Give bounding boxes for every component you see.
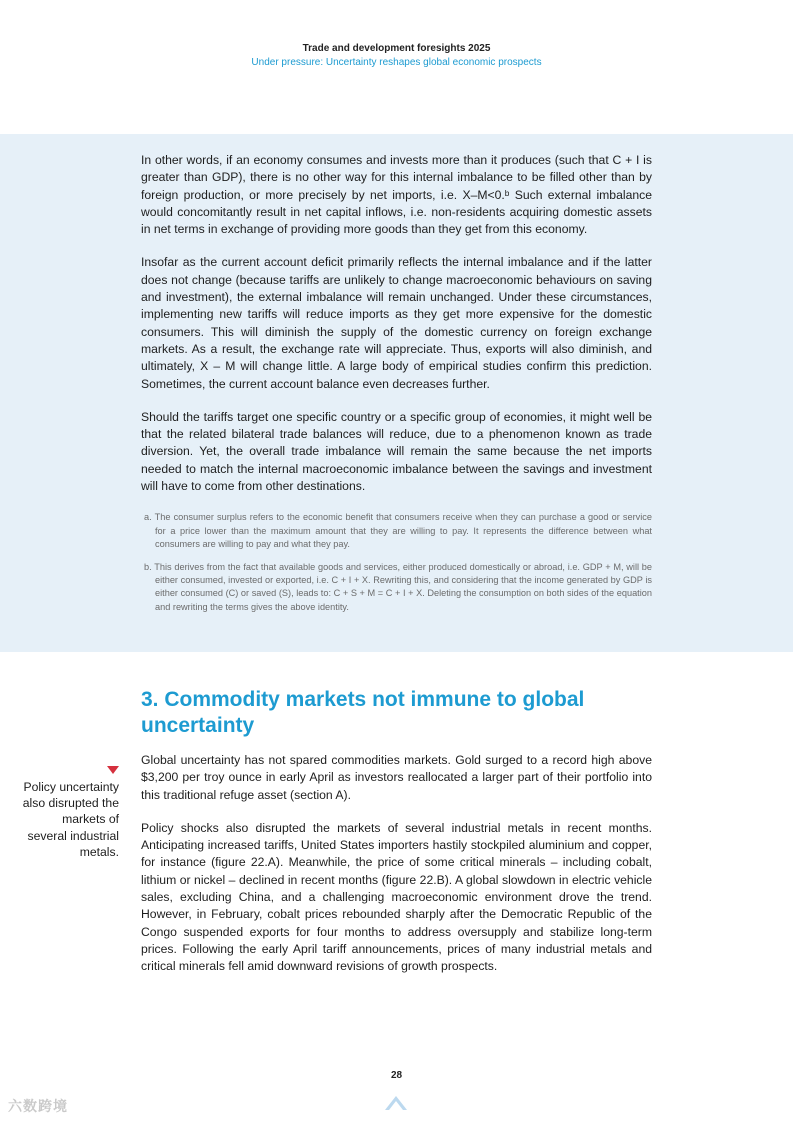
report-subtitle: Under pressure: Uncertainty reshapes global economic prospects: [251, 57, 542, 68]
report-title: Trade and development foresights 2025: [302, 43, 491, 54]
margin-note-text: Policy uncertainty also disrupted the markets of several industrial metals.: [22, 780, 119, 859]
section-heading: 3. Commodity markets not immune to global uncertainty: [141, 688, 585, 737]
footnote-b: b. This derives from the fact that available goods and services, either produced domestically or abroad, i.e. GDP + M, will be either consumed, invested or exported, i.e. C + I + X. Rewriting this, and considering that the income generated by GDP is either consumed (C) or saved (S), leads to: C + S + M = C + I + X. Deleting the consumption on both sides of the equation and rewriting the terms gives the above identity.: [144, 561, 652, 612]
explanatory-box: [0, 134, 793, 652]
section-paragraph: Global uncertainty has not spared commodities markets. Gold surged to a record high above $3,200 per troy ounce in early April as investors reallocated a larger part of their portfolio into this traditional refuge asset (section A).: [141, 753, 652, 802]
box-paragraph: In other words, if an economy consumes and invests more than it produces (such that C + I is greater than GDP), there is no other way for this internal imbalance to be filled other than by foreign production, or more precisely by net imports, i.e. X–M<0.ᵇ Such external imbalance would concomitantly result in net capital inflows, i.e. non-residents acquiring domestic assets in net terms in exchange of providing more goods than they get from this economy.: [141, 153, 652, 237]
box-footnotes: [141, 511, 652, 613]
margin-note: [20, 766, 119, 860]
footnote-a: a. The consumer surplus refers to the economic benefit that consumers receive when they can purchase a good or service for a price lower than the maximum amount that they are willing to pay. It represents the difference between what consumers are willing to pay and what they pay.: [144, 512, 652, 549]
box-content: [141, 152, 652, 624]
triangle-marker-icon: [107, 766, 119, 774]
watermark: 六数跨境: [8, 1098, 68, 1114]
box-paragraph: Should the tariffs target one specific country or a specific group of economies, it might well be that the related bilateral trade balances will reduce, due to a phenomenon known as trade diversion. Yet, the overall trade imbalance will remain the same because the net imports needed to match the internal macroeconomic imbalance between the savings and investment will have to come from other destinations.: [141, 409, 652, 494]
page-header: [0, 42, 793, 69]
page-number: 28: [390, 1070, 403, 1081]
box-paragraph: Insofar as the current account deficit primarily reflects the internal imbalance and if the latter does not change (because tariffs are unlikely to change macroeconomic behaviours on saving and investment), the external imbalance will remain unchanged. Under these circumstances, implementing new tariffs will reduce imports as they get more expensive for the domestic consumers. This will diminish the supply of the domestic currency on foreign exchange markets. As a result, the exchange rate will appreciate. Thus, exports will also diminish, and ultimately, X – M will change little. A large body of empirical studies confirm this prediction. Sometimes, the current account balance even decreases further.: [141, 255, 652, 391]
section-paragraph: Policy shocks also disrupted the markets of several industrial metals in recent months. Anticipating increased tariffs, United States importers hastily stockpiled aluminium and copper, for instance (figure 22.A). Meanwhile, the price of some critical minerals – including cobalt, lithium or nickel – declined in recent months (figure 22.B). A global slowdown in electric vehicle sales, excluding China, and a challenging macroeconomic environment drove the trend. However, in February, cobalt prices rebounded sharply after the Democratic Republic of the Congo suspended exports for four months to address oversupply and stabilize long-term prices. Following the early April tariff announcements, prices of many industrial metals and critical minerals fell amid downward revisions of growth prospects.: [141, 820, 652, 974]
scroll-up-arrow-icon[interactable]: [383, 1090, 409, 1114]
section-body: [141, 752, 652, 992]
